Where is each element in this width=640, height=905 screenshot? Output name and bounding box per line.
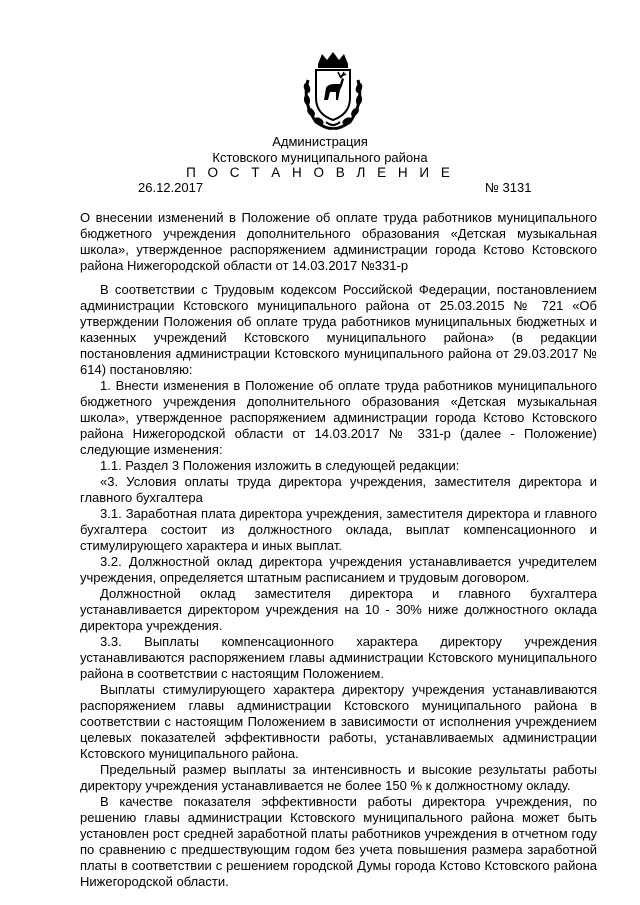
paragraph-3-2-deputy: Должностной оклад заместителя директора и главного бухгалтера устанавливается директором учреждения на 10 - 30% ниже должностного оклада директора учреждения. xyxy=(80,586,597,633)
document-subject: О внесении изменений в Положение об оплате труда работников муниципального бюджетного учреждения дополнительного образования «Детская музыкальная школа», утвержденное распоряжением администрации города Кстово Кстовского района Нижегородской области от 14.03.2017 №331-р xyxy=(80,210,597,273)
header-administration: Администрация xyxy=(272,134,368,149)
paragraph-3-2: 3.2. Должностной оклад директора учреждения устанавливается учредителем учреждения, определяется штатным расписанием и трудовым договором. xyxy=(80,554,597,585)
paragraph-3-3-indicator: В качестве показателя эффективности работы директора учреждения, по решению главы администрации Кстовского муниципального района может быть установлен рост средней заработной платы работников учреждения в отчетном году по сравнению с предшествующим годом без учета повышения размера заработной платы в соответствии с решением городской Думы города Кстово Кстовского района Нижегородской области. xyxy=(80,794,597,889)
paragraph-3-3-stimulating: Выплаты стимулирующего характера директору учреждения устанавливаются распоряжением главы администрации Кстовского муниципального района в соответствии с настоящим Положением в зависимости от исполнения учреждением целевых показателей эффективности работы, устанавливаемых администрации Кстовского муниципального района. xyxy=(80,682,597,761)
coat-of-arms-emblem xyxy=(298,50,368,132)
paragraph-item-1: 1. Внести изменения в Положение об оплате труда работников муниципального бюджетного учреждения дополнительного образования «Детская музыкальная школа», утвержденное распоряжением администрации города Кстово Кстовского района Нижегородской области от 14.03.2017 № 331-р (далее - Положение) следующие изменения: xyxy=(80,378,597,457)
document-body xyxy=(80,282,597,890)
paragraph-item-1-1: 1.1. Раздел 3 Положения изложить в следующей редакции: xyxy=(100,458,460,473)
document-number: № 3131 xyxy=(485,180,532,195)
document-date: 26.12.2017 xyxy=(138,180,204,195)
document-type-title: П О С Т А Н О В Л Е Н И Е xyxy=(186,165,454,180)
paragraph-3-3: 3.3. Выплаты компенсационного характера директору учреждения устанавливаются распоряжением главы администрации Кстовского муниципального района в соответствии с настоящим Положением. xyxy=(80,634,597,681)
paragraph-3-3-limit: Предельный размер выплаты за интенсивность и высокие результаты работы директору учреждения устанавливается не более 150 % к должностному окладу. xyxy=(80,762,597,793)
header-district: Кстовского муниципального района xyxy=(212,150,428,165)
paragraph-3-1: 3.1. Заработная плата директора учреждения, заместителя директора и главного бухгалтера состоит из должностного оклада, выплат компенсационного и стимулирующего характера и иных выплат. xyxy=(80,506,597,553)
paragraph-section-3-title: «3. Условия оплаты труда директора учреждения, заместителя директора и главного бухгалтера xyxy=(80,474,597,505)
paragraph-preamble: В соответствии с Трудовым кодексом Российской Федерации, постановлением администрации Кстовского муниципального района от 25.03.2015 № 721 «Об утверждении Положения об оплате труда работников муниципальных бюджетных и казенных учреждений Кстовского муниципального района» (в редакции постановления администрации Кстовского муниципального района от 29.03.2017 № 614) постановляю: xyxy=(80,282,597,377)
